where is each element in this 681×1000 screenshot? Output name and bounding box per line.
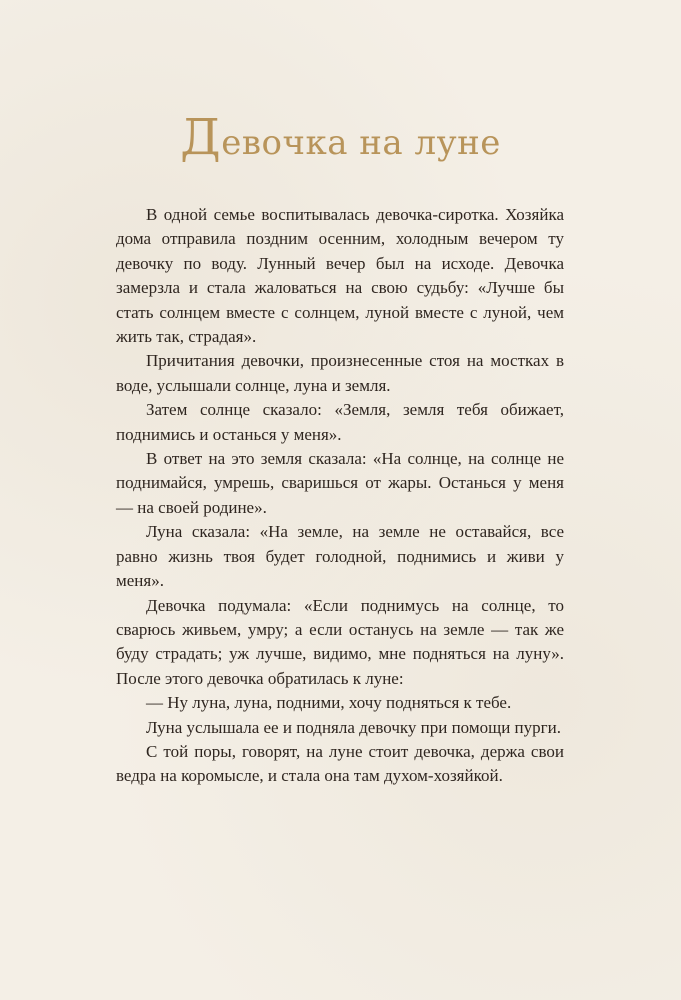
paragraph: В ответ на это земля сказала: «На солнце, на солнце не поднимайся, умрешь, сваришься от жары. Останься у меня — на своей родине». [116, 449, 564, 517]
title-rest: евочка на луне [221, 123, 501, 163]
story-text [116, 203, 564, 789]
dialogue-paragraph: — Ну луна, луна, подними, хочу подняться к тебе. [146, 693, 512, 713]
paragraph: Девочка подумала: «Если поднимусь на солнце, то сварюсь живьем, умру; а если останусь на земле — так же буду страдать; уж лучше, видимо, мне подняться на луну». После этого девочка обратилась к луне: [116, 595, 564, 688]
paragraph: Луна сказала: «На земле, на земле не оставайся, все равно жизнь твоя будет голодной, поднимись и живи у меня». [116, 522, 564, 591]
paragraph: Причитания девочки, произнесенные стоя на мостках в воде, услышали солнце, луна и земля. [116, 351, 564, 395]
title-initial-letter: Д [180, 108, 222, 166]
paragraph: Луна услышала ее и подняла девочку при помощи пурги. [146, 717, 561, 737]
page-title [0, 108, 681, 166]
paragraph: Затем солнце сказало: «Земля, земля тебя обижает, поднимись и останься у меня». [116, 400, 564, 444]
paragraph: В одной семье воспитывалась девочка-сиротка. Хозяйка дома отправила поздним осенним, холодным вечером ту девочку по воду. Лунный вечер был на исходе. Девочка замерзла и стала жаловаться на свою судьбу: «Лучше бы стать солнцем вместе с солнцем, луной вместе с луной, чем жить так, страдая». [116, 205, 564, 347]
paragraph: С той поры, говорят, на луне стоит девочка, держа свои ведра на коромысле, и стала она там духом-хозяйкой. [116, 741, 564, 786]
